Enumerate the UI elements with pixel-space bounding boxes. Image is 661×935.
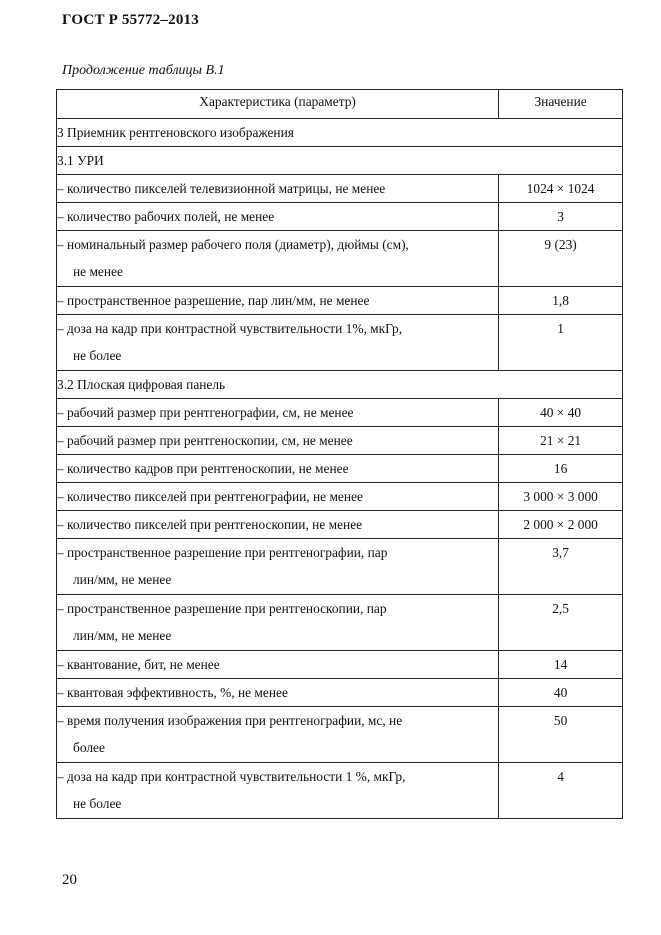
value-cell: 16 <box>499 455 623 483</box>
value-cell: 1024 × 1024 <box>499 175 623 203</box>
section-row <box>57 119 623 147</box>
table-row <box>57 511 623 539</box>
page-number: 20 <box>62 872 77 888</box>
parameter-cell <box>57 707 499 763</box>
spec-table <box>56 89 623 819</box>
table-row <box>57 483 623 511</box>
parameter-text-continued: лин/мм, не менее <box>73 628 172 643</box>
parameter-text-continued: не более <box>73 796 122 811</box>
parameter-text: – доза на кадр при контрастной чувствительности 1 %, мкГр, <box>57 769 406 784</box>
parameter-cell <box>57 287 499 315</box>
table-row <box>57 231 623 287</box>
section-title: 3.2 Плоская цифровая панель <box>57 371 623 399</box>
parameter-text-continued: лин/мм, не менее <box>73 572 172 587</box>
section-title: 3 Приемник рентгеновского изображения <box>57 119 623 147</box>
value-cell: 9 (23) <box>499 231 623 287</box>
parameter-cell <box>57 763 499 819</box>
value-cell: 1 <box>499 315 623 371</box>
table-row <box>57 455 623 483</box>
value-cell: 50 <box>499 707 623 763</box>
parameter-text: – количество пикселей телевизионной матрицы, не менее <box>57 181 386 196</box>
value-cell: 3 <box>499 203 623 231</box>
parameter-text-continued: не менее <box>73 264 123 279</box>
value-cell: 4 <box>499 763 623 819</box>
parameter-cell <box>57 175 499 203</box>
parameter-text: – количество кадров при рентгеноскопии, не менее <box>57 461 349 476</box>
table-row <box>57 203 623 231</box>
parameter-text: – пространственное разрешение при рентгенографии, пар <box>57 545 388 560</box>
parameter-cell <box>57 539 499 595</box>
document-header: ГОСТ Р 55772–2013 <box>62 12 199 28</box>
column-header-parameter: Характеристика (параметр) <box>57 90 499 119</box>
table-row <box>57 763 623 819</box>
section-title: 3.1 УРИ <box>57 147 623 175</box>
table-row <box>57 399 623 427</box>
parameter-cell <box>57 679 499 707</box>
value-cell: 3,7 <box>499 539 623 595</box>
parameter-text-continued: не более <box>73 348 122 363</box>
parameter-cell <box>57 203 499 231</box>
parameter-cell <box>57 231 499 287</box>
parameter-text: – номинальный размер рабочего поля (диаметр), дюймы (см), <box>57 237 409 252</box>
parameter-text: – пространственное разрешение при рентгеноскопии, пар <box>57 601 387 616</box>
parameter-cell <box>57 427 499 455</box>
parameter-cell <box>57 651 499 679</box>
parameter-text: – квантование, бит, не менее <box>57 657 220 672</box>
value-cell: 21 × 21 <box>499 427 623 455</box>
value-cell: 40 × 40 <box>499 399 623 427</box>
parameter-text: – квантовая эффективность, %, не менее <box>57 685 288 700</box>
parameter-text: – рабочий размер при рентгенографии, см, не менее <box>57 405 354 420</box>
table-row <box>57 539 623 595</box>
table-caption: Продолжение таблицы В.1 <box>62 63 225 78</box>
table-row <box>57 287 623 315</box>
value-cell: 1,8 <box>499 287 623 315</box>
value-cell: 40 <box>499 679 623 707</box>
section-row <box>57 147 623 175</box>
parameter-text: – время получения изображения при рентгенографии, мс, не <box>57 713 403 728</box>
table-row <box>57 651 623 679</box>
table-header-row <box>57 90 623 119</box>
parameter-text: – количество пикселей при рентгенографии, не менее <box>57 489 363 504</box>
parameter-text-continued: более <box>73 740 105 755</box>
parameter-cell <box>57 595 499 651</box>
parameter-text: – количество пикселей при рентгеноскопии, не менее <box>57 517 363 532</box>
section-row <box>57 371 623 399</box>
table-row <box>57 679 623 707</box>
table-row <box>57 175 623 203</box>
value-cell: 2,5 <box>499 595 623 651</box>
value-cell: 14 <box>499 651 623 679</box>
table-row <box>57 315 623 371</box>
value-cell: 2 000 × 2 000 <box>499 511 623 539</box>
parameter-text: – пространственное разрешение, пар лин/мм, не менее <box>57 293 370 308</box>
parameter-cell <box>57 511 499 539</box>
parameter-cell <box>57 483 499 511</box>
parameter-text: – рабочий размер при рентгеноскопии, см, не менее <box>57 433 353 448</box>
table-row <box>57 427 623 455</box>
table-row <box>57 595 623 651</box>
parameter-text: – количество рабочих полей, не менее <box>57 209 275 224</box>
parameter-cell <box>57 455 499 483</box>
parameter-cell <box>57 315 499 371</box>
parameter-text: – доза на кадр при контрастной чувствительности 1%, мкГр, <box>57 321 403 336</box>
parameter-cell <box>57 399 499 427</box>
table-row <box>57 707 623 763</box>
value-cell: 3 000 × 3 000 <box>499 483 623 511</box>
column-header-value: Значение <box>499 90 623 119</box>
